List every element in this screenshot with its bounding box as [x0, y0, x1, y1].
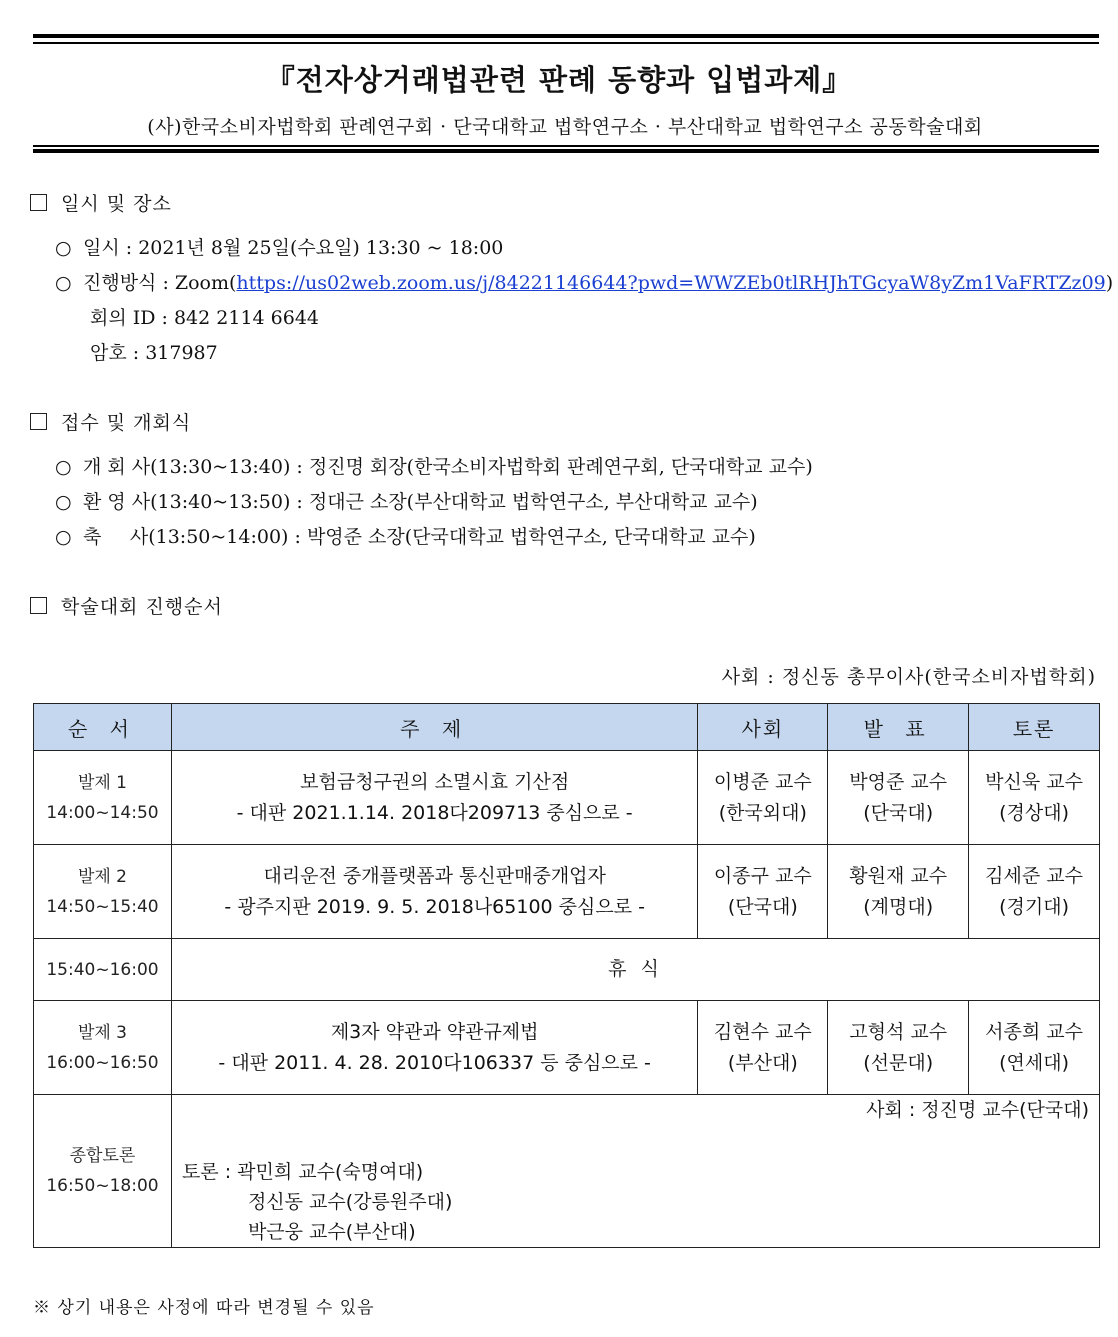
- checkbox-square-icon: [30, 413, 47, 430]
- bullet-circle-icon: ○: [55, 237, 72, 259]
- page-title: 『전자상거래법관련 판례 동향과 입법과제』: [265, 63, 853, 97]
- discussion-order: 종합토론 16:50~18:00: [34, 1095, 172, 1248]
- section-heading-schedule: 일시 및 장소: [30, 189, 172, 216]
- checkbox-square-icon: [30, 597, 47, 614]
- opening-item: ○ 환 영 사(13:40~13:50) : 정대근 소장(부산대학교 법학연구소, 부산대학교 교수): [55, 491, 758, 513]
- column-header-order: 순 서: [34, 704, 172, 751]
- zoom-link[interactable]: https://us02web.zoom.us/j/84221146644?pwd=WWZEb0tlRHJhTGcyaW8yZm1VaFRTZz09: [236, 272, 1106, 294]
- bullet-circle-icon: ○: [55, 491, 72, 513]
- program-host: 사회 : 정신동 총무이사(한국소비자법학회): [721, 666, 1096, 688]
- table-row-discussion: [34, 1095, 1100, 1248]
- column-header-topic: 주 제: [171, 704, 697, 751]
- top-rule-thick: [33, 34, 1099, 38]
- session-order: 발제 3 16:00~16:50: [34, 1001, 172, 1095]
- column-header-presenter: 발 표: [828, 704, 969, 751]
- column-header-discussant: 토론: [969, 704, 1100, 751]
- session-discussant: 박신욱 교수 (경상대): [969, 751, 1100, 845]
- table-row: [34, 751, 1100, 845]
- table-header-row: [34, 704, 1100, 751]
- meeting-password: 암호 : 317987: [90, 342, 218, 364]
- session-chair: 이병준 교수 (한국외대): [698, 751, 828, 845]
- header-rule-thin: [33, 145, 1099, 147]
- discussion-content: [172, 1095, 1099, 1247]
- discussion-panelist: 토론 : 곽민희 교수(숙명여대): [181, 1161, 424, 1183]
- session-presenter: 황원재 교수 (계명대): [828, 845, 969, 939]
- footer-note: ※ 상기 내용은 사정에 따라 변경될 수 있음: [33, 1298, 375, 1318]
- discussion-cell: [171, 1095, 1099, 1248]
- session-order: 발제 2 14:50~15:40: [34, 845, 172, 939]
- table-row: [34, 845, 1100, 939]
- session-chair: 김현수 교수 (부산대): [698, 1001, 828, 1095]
- opening-item: ○ 개 회 사(13:30~13:40) : 정진명 회장(한국소비자법학회 판례연구회, 단국대학교 교수): [55, 456, 813, 478]
- header-rule-thick: [33, 149, 1099, 153]
- session-discussant: 서종희 교수 (연세대): [969, 1001, 1100, 1095]
- discussion-moderator: 사회 : 정진명 교수(단국대): [866, 1099, 1089, 1121]
- break-time: 15:40~16:00: [34, 939, 172, 1001]
- session-chair: 이종구 교수 (단국대): [698, 845, 828, 939]
- session-order: 발제 1 14:00~14:50: [34, 751, 172, 845]
- section-heading-opening: 접수 및 개회식: [30, 408, 191, 435]
- session-presenter: 고형석 교수 (선문대): [828, 1001, 969, 1095]
- table-row: [34, 1001, 1100, 1095]
- discussion-panelist: 정신동 교수(강릉원주대): [247, 1191, 453, 1213]
- top-rule-thin: [33, 42, 1099, 44]
- bullet-circle-icon: ○: [55, 526, 72, 548]
- session-topic: 대리운전 중개플랫폼과 통신판매중개업자 - 광주지판 2019. 9. 5. 2018나65100 중심으로 -: [171, 845, 697, 939]
- break-label: 휴 식: [171, 939, 1099, 1001]
- session-presenter: 박영준 교수 (단국대): [828, 751, 969, 845]
- bullet-circle-icon: ○: [55, 272, 72, 294]
- session-topic: 보험금청구권의 소멸시효 기산점 - 대판 2021.1.14. 2018다209713 중심으로 -: [171, 751, 697, 845]
- schedule-method: ○ 진행방식 : Zoom(https://us02web.zoom.us/j/84221146644?pwd=WWZEb0tlRHJhTGcyaW8yZm1VaFRTZz09): [55, 272, 1114, 294]
- opening-item: ○ 축 사(13:50~14:00) : 박영준 소장(단국대학교 법학연구소, 단국대학교 교수): [55, 526, 756, 548]
- discussion-panelist: 박근웅 교수(부산대): [247, 1221, 416, 1243]
- checkbox-square-icon: [30, 194, 47, 211]
- meeting-id: 회의 ID : 842 2114 6644: [90, 307, 320, 329]
- bullet-circle-icon: ○: [55, 456, 72, 478]
- session-topic: 제3자 약관과 약관규제법 - 대판 2011. 4. 28. 2010다106337 등 중심으로 -: [171, 1001, 697, 1095]
- column-header-chair: 사회: [698, 704, 828, 751]
- program-table: [33, 703, 1100, 1248]
- page-subtitle: (사)한국소비자법학회 판례연구회 · 단국대학교 법학연구소 · 부산대학교 법학연구소 공동학술대회: [147, 116, 983, 138]
- session-discussant: 김세준 교수 (경기대): [969, 845, 1100, 939]
- schedule-datetime: ○ 일시 : 2021년 8월 25일(수요일) 13:30 ~ 18:00: [55, 237, 504, 259]
- table-row-break: [34, 939, 1100, 1001]
- section-heading-program: 학술대회 진행순서: [30, 592, 223, 619]
